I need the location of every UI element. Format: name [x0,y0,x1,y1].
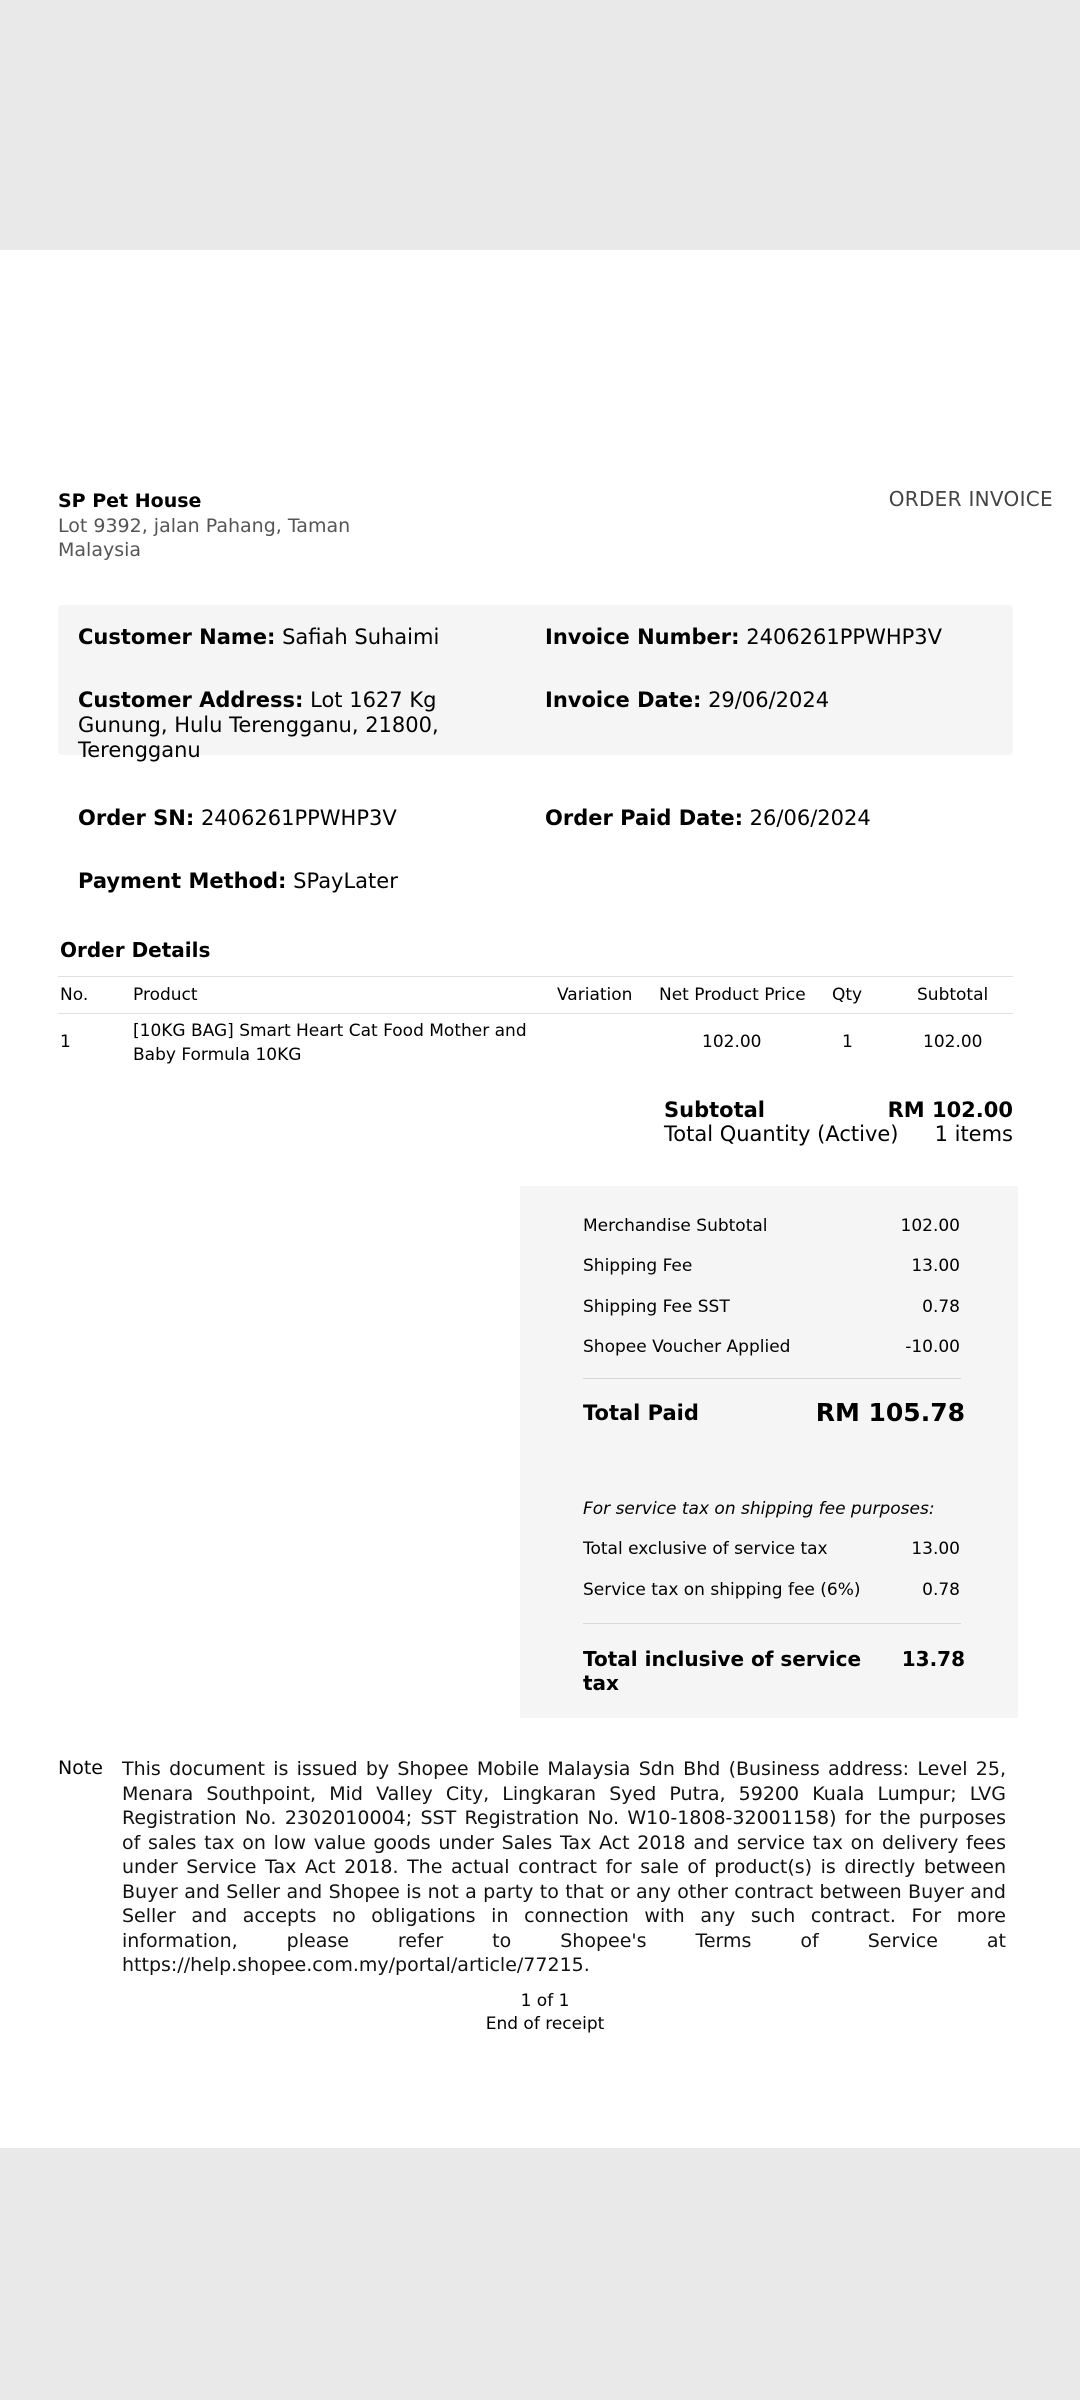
subtotal-label: Subtotal [664,1098,765,1122]
seller-address: Lot 9392, jalan Pahang, Taman Malaysia [58,515,351,561]
document-title: ORDER INVOICE [888,487,1053,511]
total-paid-value: RM 105.78 [815,1398,965,1427]
payment-method-value: SPayLater [293,869,398,893]
voucher-value: -10.00 [905,1337,960,1357]
total-paid-label: Total Paid [583,1401,699,1425]
col-no: No. [60,985,89,1005]
excl-tax-value: 13.00 [911,1539,960,1559]
order-details-title: Order Details [60,938,211,962]
note-label: Note [58,1757,103,1779]
seller-name: SP Pet House [58,490,202,512]
customer-name-value: Safiah Suhaimi [282,625,440,649]
service-tax-label: Service tax on shipping fee (6%) [583,1580,861,1600]
shipping-fee-label: Shipping Fee [583,1256,693,1276]
total-quantity-value: 1 items [934,1122,1013,1146]
col-subtotal: Subtotal [917,985,989,1005]
payment-divider [583,1378,961,1379]
invoice-page [0,250,1080,2148]
order-paid-date-label: Order Paid Date: [545,806,743,830]
row-subtotal: 102.00 [923,1032,983,1052]
col-variation: Variation [557,985,633,1005]
order-paid-date [545,806,871,831]
order-sn-value: 2406261PPWHP3V [200,806,397,830]
invoice-date [545,688,829,713]
note-text: This document is issued by Shopee Mobile Malaysia Sdn Bhd (Business address: Level 25, Menara Southpoint, Mid Valley City, Lingkaran Syed Putra, 59200 Kuala Lumpur; LVG Registration No. 2302010004; SST Registration No. W10-1808-32001158) for the purposes of sales tax on low value goods under Sales Tax Act 2018 and service tax on delivery fees under Service Tax Act 2018. The actual contract for sale of product(s) is directly between Buyer and Seller and Shopee is not a party to that or any other contract between Buyer and Seller and accepts no obligations in connection with any such contract. For more information, please refer to Shopee's Terms of Service at https://help.shopee.com.my/portal/article/77215. [122,1758,1006,1976]
row-qty: 1 [842,1032,853,1052]
shipping-sst-value: 0.78 [922,1297,960,1317]
customer-address [78,688,528,763]
payment-method-label: Payment Method: [78,869,287,893]
invoice-number [545,625,942,650]
col-product: Product [133,985,198,1005]
row-product: [10KG BAG] Smart Heart Cat Food Mother and Baby Formula 10KG [133,1021,527,1065]
invoice-number-label: Invoice Number: [545,625,740,649]
tax-divider [583,1623,961,1624]
voucher-label: Shopee Voucher Applied [583,1337,791,1357]
page-count: 1 of 1 [520,1991,570,2011]
table-top-line [58,976,1013,977]
col-net-price: Net Product Price [659,985,806,1005]
subtotal-value: RM 102.00 [887,1098,1013,1122]
invoice-date-value: 29/06/2024 [708,688,830,712]
col-qty: Qty [832,985,863,1005]
row-price: 102.00 [702,1032,762,1052]
order-paid-date-value: 26/06/2024 [749,806,871,830]
incl-tax-label: Total inclusive of service tax [583,1647,862,1695]
customer-address-value: Lot 1627 Kg Gunung, Hulu Terengganu, 21800, Terengganu [78,688,439,762]
payment-method [78,869,398,894]
total-quantity-label: Total Quantity (Active) [664,1122,899,1146]
shipping-sst-label: Shipping Fee SST [583,1297,730,1317]
order-sn-label: Order SN: [78,806,195,830]
customer-name [78,625,439,650]
invoice-date-label: Invoice Date: [545,688,702,712]
excl-tax-label: Total exclusive of service tax [583,1539,828,1559]
order-sn [78,806,397,831]
merch-subtotal-label: Merchandise Subtotal [583,1216,768,1236]
shipping-fee-value: 13.00 [911,1256,960,1276]
incl-tax-value: 13.78 [901,1647,965,1671]
service-tax-value: 0.78 [922,1580,960,1600]
customer-name-label: Customer Name: [78,625,276,649]
invoice-number-value: 2406261PPWHP3V [746,625,943,649]
merch-subtotal-value: 102.00 [900,1216,960,1236]
tax-note: For service tax on shipping fee purposes: [583,1499,935,1519]
table-header-line [58,1013,1013,1014]
customer-address-label: Customer Address: [78,688,304,712]
row-no: 1 [60,1032,71,1052]
end-of-receipt: End of receipt [485,2014,605,2034]
